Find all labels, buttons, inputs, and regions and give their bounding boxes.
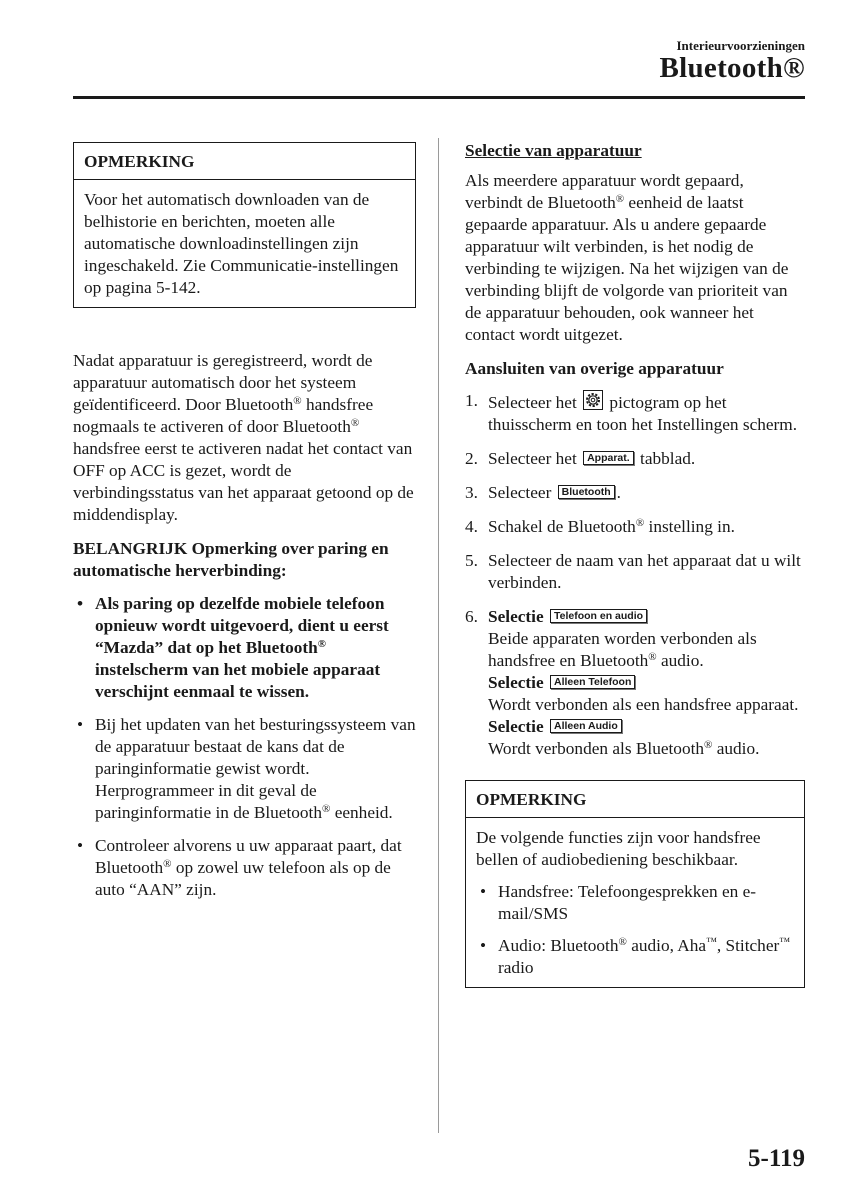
- step-item: 2. Selecteer het Apparat. tabblad.: [465, 449, 696, 468]
- page-number: 5-119: [748, 1145, 805, 1172]
- selectie-heading: Selectie van apparatuur: [465, 141, 642, 160]
- step-item: 6. Selectie Telefoon en audio Beide apparaten worden verbonden als handsfree en Bluetooth® audio. Selectie Alleen Telefoon Wordt verbonden als een handsfree apparaat. Selectie Alleen Audio Wordt verbonden als Bluetooth® audio.: [465, 607, 799, 758]
- step-item: 3. Selecteer Bluetooth .: [465, 483, 621, 502]
- alleen-audio-button[interactable]: Alleen Audio: [550, 719, 622, 733]
- column-divider: [438, 138, 439, 1133]
- header-rule: [73, 96, 805, 99]
- note-text: De volgende functies zijn voor handsfree bellen of audiobediening beschikbaar.: [476, 828, 761, 869]
- apparat-tab-button[interactable]: Apparat.: [583, 451, 634, 465]
- settings-gear-icon: [583, 390, 603, 410]
- important-heading: BELANGRIJK Opmerking over paring en automatische herverbinding:: [73, 539, 389, 580]
- alleen-telefoon-button[interactable]: Alleen Telefoon: [550, 675, 635, 689]
- telefoon-en-audio-button[interactable]: Telefoon en audio: [550, 609, 647, 623]
- step-item: 4. Schakel de Bluetooth® instelling in.: [465, 517, 735, 536]
- step-item: 5. Selecteer de naam van het apparaat dat u wilt verbinden.: [465, 551, 801, 592]
- note-box-right: [465, 780, 805, 988]
- note-box-left: [73, 142, 416, 308]
- right-column: [465, 140, 805, 988]
- section-title: Interieurvoorzieningen: [676, 38, 805, 53]
- left-column: [73, 142, 416, 901]
- note-body: [466, 818, 804, 987]
- list-item: • Audio: Bluetooth® audio, Aha™, Stitcher™ radio: [480, 936, 791, 977]
- list-item: • Handsfree: Telefoongesprekken en e-mail/SMS: [480, 882, 757, 923]
- step-item: 1. Selecteer het pictogram op het thuisscherm en toon het Instellingen scherm.: [465, 391, 798, 434]
- note-text: Voor het automatisch downloaden van de belhistorie en berichten, moeten alle automatische downloadinstellingen zijn ingeschakeld. Zie Communicatie-instellingen op pagina 5-142.: [84, 190, 399, 297]
- list-item: • Bij het updaten van het besturingssysteem van de apparatuur bestaat de kans dat de paringinformatie gewist wordt. Herprogrammeer in dit geval de paringinformatie in de Bluetooth® eenheid.: [77, 715, 416, 822]
- bluetooth-button[interactable]: Bluetooth: [558, 485, 615, 499]
- list-item: • Controleer alvorens u uw apparaat paart, dat Bluetooth® op zowel uw telefoon als op de auto “AAN” zijn.: [77, 836, 402, 899]
- aansluiten-heading: Aansluiten van overige apparatuur: [465, 359, 724, 378]
- paragraph-identification: Nadat apparatuur is geregistreerd, wordt de apparatuur automatisch door het systeem geïdentificeerd. Door Bluetooth® handsfree nogmaals te activeren of door Bluetooth® handsfree eerst te activeren nadat het contact van OFF op ACC is gezet, wordt de verbindingsstatus van het apparaat getoond op de middendisplay.: [73, 351, 414, 524]
- note-heading: OPMERKING: [74, 143, 415, 180]
- list-item: • Als paring op dezelfde mobiele telefoon opnieuw wordt uitgevoerd, dient u eerst “Mazda” dat op het Bluetooth® instelscherm van het mobiele apparaat verschijnt eenmaal te wissen.: [77, 594, 389, 701]
- page-title: Bluetooth®: [659, 52, 805, 84]
- paragraph-selectie: Als meerdere apparatuur wordt gepaard, verbindt de Bluetooth® eenheid de laatst gepaarde apparatuur. Als u andere gepaarde apparatuur wilt verbinden, is het nodig de verbinding te wijzigen. Na het wijzigen van de verbinding blijft de volgorde van prioriteit van de apparatuur behouden, ook wanneer het contact wordt uitgezet.: [465, 171, 789, 344]
- note-heading: OPMERKING: [466, 781, 804, 818]
